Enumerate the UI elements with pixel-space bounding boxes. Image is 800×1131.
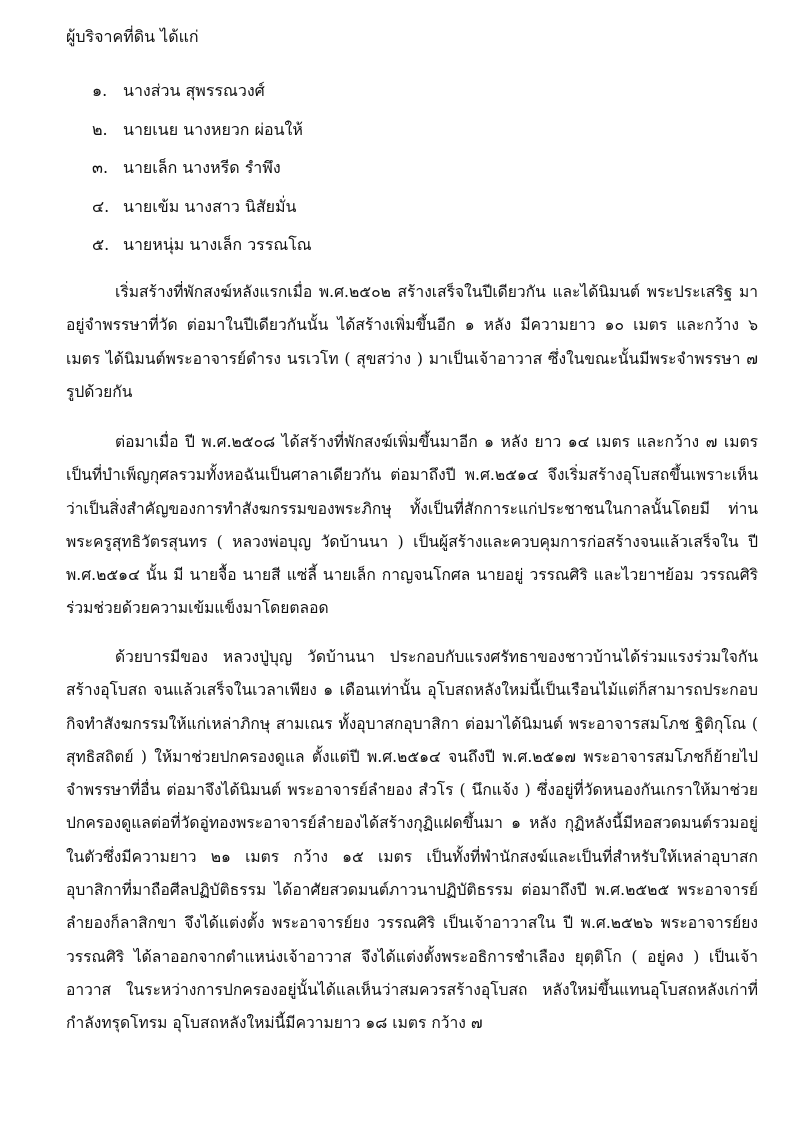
list-item-number: ๑.: [92, 81, 108, 100]
donor-list: [92, 78, 312, 271]
list-item: [92, 78, 312, 117]
list-item-number: ๒.: [92, 119, 108, 139]
list-item-number: ๕.: [92, 235, 110, 254]
list-item: [92, 232, 312, 271]
list-item: [92, 117, 312, 156]
paragraph-second-building: ต่อมาเมื่อ ปี พ.ศ.๒๕๐๘ ได้สร้างที่พักสงฆ์เพิ่มขึ้นมาอีก ๑ หลัง ยาว ๑๔ เมตร และกว้าง ๗ เมตร เป็นที่บำเพ็ญกุศลรวมทั้งหอฉันเป็นศาลาเดียวกัน ต่อมาถึงปี พ.ศ.๒๕๑๔ จึงเริ่มสร้างอุโบสถขึ้นเพราะเห็นว่าเป็นสิ่งสำคัญของการทำสังฆกรรมของพระภิกษุ ทั้งเป็นที่สักการะแก่ประชาชนในกาลนั้นโดยมี ท่านพระครูสุทธิวัตรสุนทร ( หลวงพ่อบุญ วัดบ้านนา ) เป็นผู้สร้างและควบคุมการก่อสร้างจนแล้วเสร็จใน ปี พ.ศ.๒๕๑๔ นั้น มี นายจื้อ นายสี แซ่ลี้ นายเล็ก กาญจนโกศล นายอยู่ วรรณศิริ และไวยาฯย้อม วรรณศิริ ร่วมช่วยด้วยความเข้มแข็งมาโดยตลอด: [66, 433, 758, 618]
list-item-number: ๓.: [92, 158, 109, 177]
paragraph-first-building: เริ่มสร้างที่พักสงฆ์หลังแรกเมื่อ พ.ศ.๒๕๐๒ สร้างเสร็จในปีเดียวกัน และได้นิมนต์ พระประเสริฐ มาอยู่จำพรรษาที่วัด ต่อมาในปีเดียวกันนั้น ได้สร้างเพิ่มขึ้นอีก ๑ หลัง มีความยาว ๑๐ เมตร และกว้าง ๖ เมตร ได้นิมนต์พระอาจารย์ดำรง นรเวโท ( สุขสว่าง ) มาเป็นเจ้าอาวาส ซึ่งในขณะนั้นมีพระจำพรรษา ๗ รูปด้วยกัน: [66, 283, 758, 401]
paragraph-ordination-hall: ด้วยบารมีของ หลวงปู่บุญ วัดบ้านนา ประกอบกับแรงศรัทธาของชาวบ้านได้ร่วมแรงร่วมใจกันสร้างอุโบสถ จนแล้วเสร็จในเวลาเพียง ๑ เดือนเท่านั้น อุโบสถหลังใหม่นี้เป็นเรือนไม้แต่ก็สามารถประกอบกิจทำสังฆกรรมให้แก่เหล่าภิกษุ สามเณร ทั้งอุบาสกอุบาสิกา ต่อมาได้นิมนต์ พระอาจารสมโภช ฐิติกุโณ ( สุทธิสถิตย์ ) ให้มาช่วยปกครองดูแล ตั้งแต่ปี พ.ศ.๒๕๑๔ จนถึงปี พ.ศ.๒๕๑๗ พระอาจารสมโภชก็ย้ายไปจำพรรษาที่อื่น ต่อมาจึงได้นิมนต์ พระอาจารย์ลำยอง สํวโร ( นึกแจ้ง ) ซึ่งอยู่ที่วัดหนองกันเกราให้มาช่วยปกครองดูแลต่อที่วัดอู่ทองพระอาจารย์ลำยองได้สร้างกุฏิแฝดขึ้นมา ๑ หลัง กุฏิหลังนี้มีหอสวดมนต์รวมอยู่ในตัวซึ่งมีความยาว ๒๑ เมตร กว้าง ๑๕ เมตร เป็นทั้งที่พำนักสงฆ์และเป็นที่สำหรับให้เหล่าอุบาสกอุบาสิกาที่มาถือศีลปฏิบัติธรรม ได้อาศัยสวดมนต์ภาวนาปฏิบัติธรรม ต่อมาถึงปี พ.ศ.๒๕๒๕ พระอาจารย์ลำยองก็ลาสิกขา จึงได้แต่งตั้ง พระอาจารย์ยง วรรณศิริ เป็นเจ้าอาวาสใน ปี พ.ศ.๒๕๒๖ พระอาจารย์ยง วรรณศิริ ได้ลาออกจากตำแหน่งเจ้าอาวาส จึงได้แต่งตั้งพระอธิการชำเลือง ยุตฺติโก ( อยู่คง ) เป็นเจ้าอาวาส ในระหว่างการปกครองอยู่นั้นได้แลเห็นว่าสมควรสร้างอุโบสถ หลังใหม่ขึ้นแทนอุโบสถหลังเก่าที่กำลังทรุดโทรม อุโบสถหลังใหม่นี้มีความยาว ๑๘ เมตร กว้าง ๗: [66, 648, 758, 1033]
list-item-name: นายหนุ่ม นางเล็ก วรรณโณ: [123, 235, 312, 254]
list-item-name: นายเล็ก นางหรีด รำพึง: [123, 158, 281, 177]
list-item-name: นายเนย นางหยวก ผ่อนให้: [123, 119, 303, 139]
list-item-number: ๔.: [92, 196, 110, 216]
donors-heading: ผู้บริจาคที่ดิน ได้แก่: [66, 27, 199, 46]
list-item-name: นายเข้ม นางสาว นิสัยมั่น: [123, 196, 297, 216]
list-item: [92, 194, 312, 233]
list-item: [92, 155, 312, 194]
list-item-name: นางส่วน สุพรรณวงศ์: [123, 81, 265, 100]
